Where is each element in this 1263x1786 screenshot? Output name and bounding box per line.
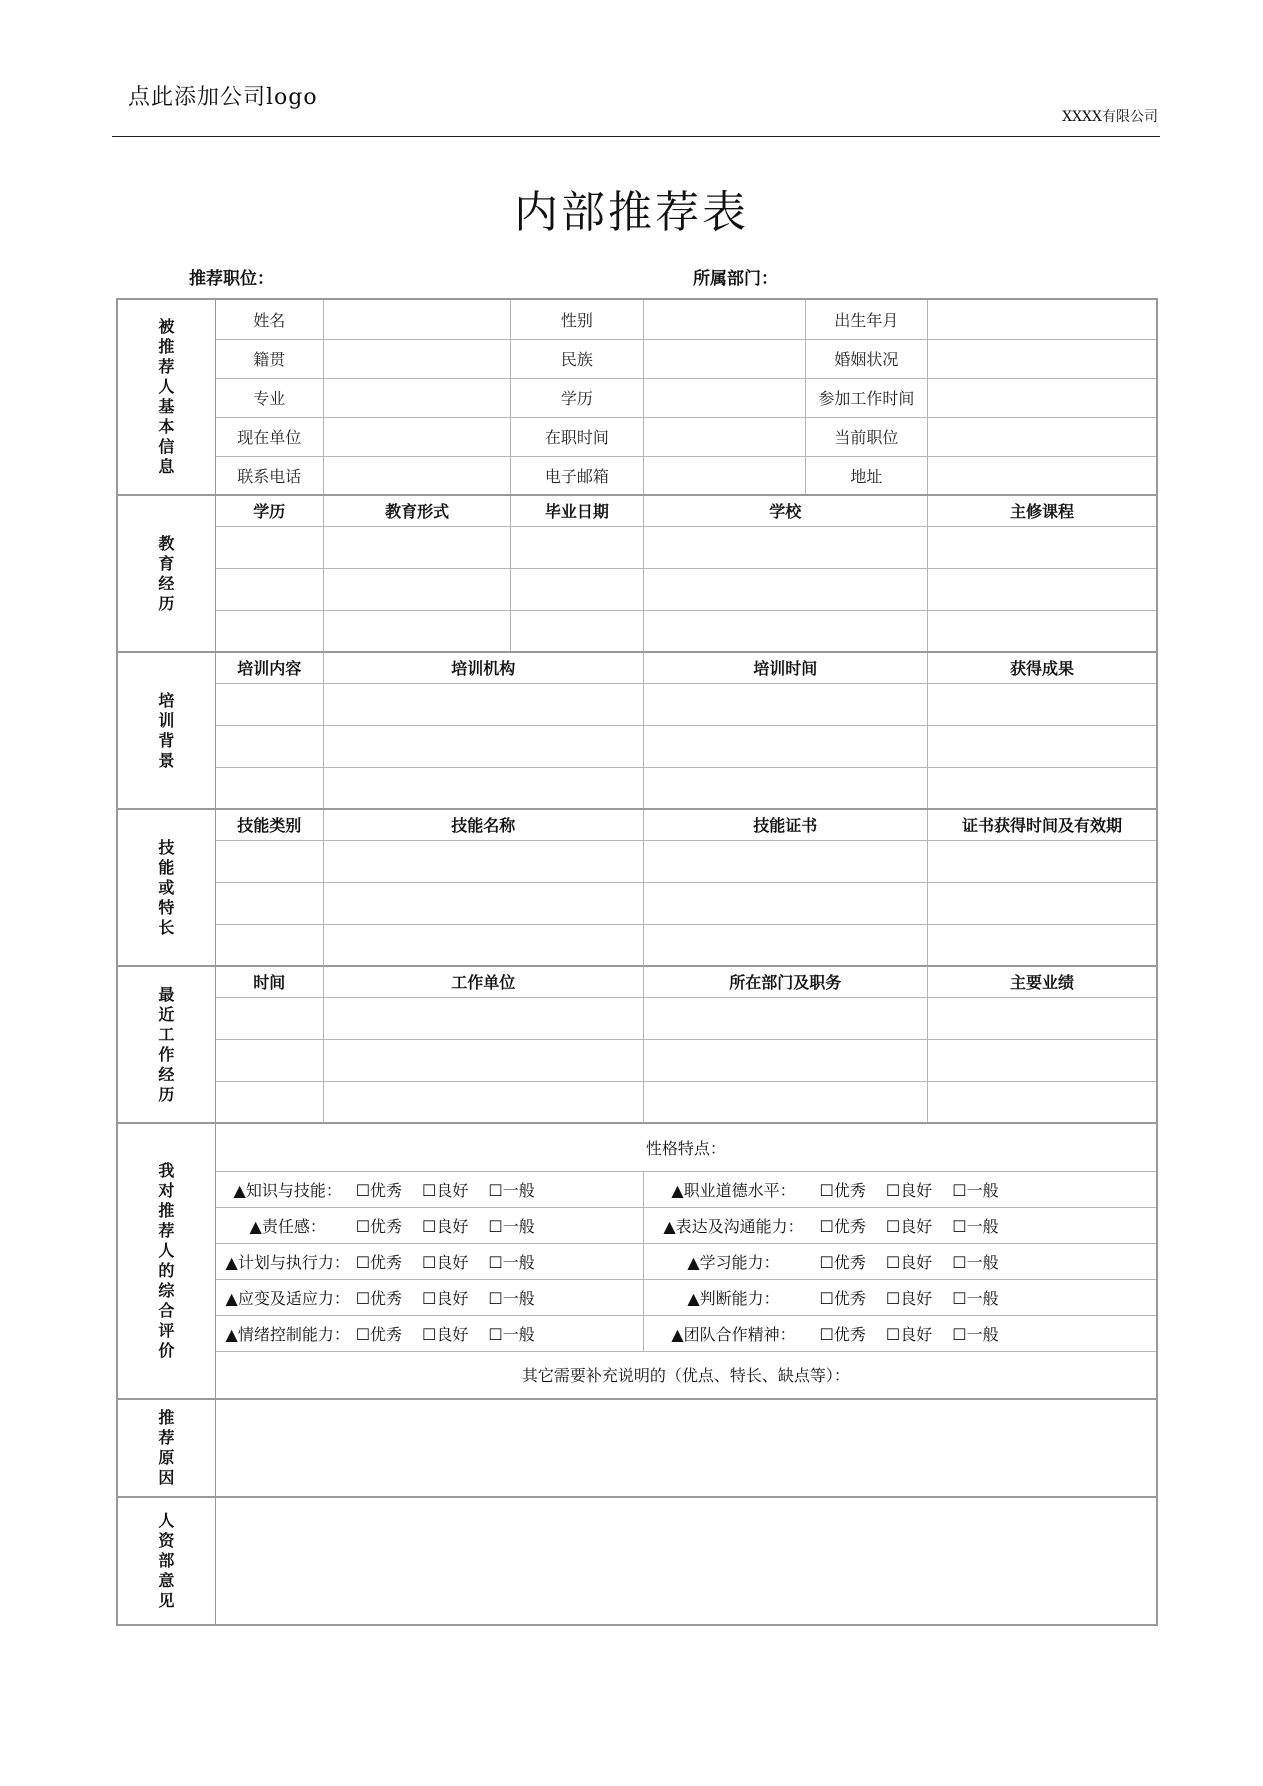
work-header-row <box>117 966 1157 997</box>
evaluation-cell <box>643 1279 1157 1315</box>
column-header: 技能类别 <box>215 809 323 840</box>
evaluation-cell <box>643 1207 1157 1243</box>
gender-input[interactable] <box>643 299 805 339</box>
excellent-checkbox[interactable]: ☐优秀 <box>355 1324 403 1344</box>
table-cell[interactable] <box>323 526 510 568</box>
skills-header-row <box>117 809 1157 840</box>
column-header: 学历 <box>215 495 323 526</box>
excellent-checkbox[interactable]: ☐优秀 <box>819 1252 866 1272</box>
table-cell[interactable] <box>215 767 323 809</box>
table-cell[interactable] <box>215 725 323 767</box>
column-header: 证书获得时间及有效期 <box>928 809 1157 840</box>
table-cell[interactable] <box>511 526 643 568</box>
evaluation-criterion: ▲团队合作精神： <box>671 1324 796 1344</box>
good-checkbox[interactable]: ☐良好 <box>885 1288 933 1308</box>
field-label: 现在单位 <box>215 417 323 456</box>
table-cell[interactable] <box>323 924 643 966</box>
table-row <box>117 610 1157 652</box>
average-checkbox[interactable]: ☐一般 <box>952 1216 999 1236</box>
table-cell[interactable] <box>643 568 928 610</box>
column-header: 技能名称 <box>323 809 643 840</box>
table-cell[interactable] <box>323 1081 643 1123</box>
ethnicity-input[interactable] <box>643 339 805 378</box>
training-header-row <box>117 652 1157 683</box>
personality-row <box>117 1123 1157 1171</box>
logo-placeholder[interactable]: 点此添加公司logo <box>128 85 318 110</box>
excellent-checkbox[interactable]: ☐优秀 <box>355 1180 403 1200</box>
hr-opinion-input[interactable] <box>215 1497 1157 1625</box>
table-cell[interactable] <box>928 1039 1157 1081</box>
excellent-checkbox[interactable]: ☐优秀 <box>819 1288 866 1308</box>
hr-opinion-row <box>117 1497 1157 1625</box>
evaluation-row <box>117 1243 1157 1279</box>
education-header-row <box>117 495 1157 526</box>
table-cell[interactable] <box>215 526 323 568</box>
table-row <box>117 840 1157 882</box>
evaluation-cell <box>215 1279 643 1315</box>
birth-date-input[interactable] <box>928 299 1157 339</box>
evaluation-row <box>117 1207 1157 1243</box>
tenure-input[interactable] <box>643 417 805 456</box>
field-label: 籍贯 <box>215 339 323 378</box>
basic-info-row <box>117 417 1157 456</box>
table-cell[interactable] <box>323 568 510 610</box>
table-cell[interactable] <box>928 526 1157 568</box>
average-checkbox[interactable]: ☐一般 <box>488 1288 535 1308</box>
table-cell[interactable] <box>928 924 1157 966</box>
field-label: 婚姻状况 <box>805 339 927 378</box>
table-cell[interactable] <box>643 997 928 1039</box>
field-label: 当前职位 <box>805 417 927 456</box>
field-label: 性别 <box>511 299 643 339</box>
table-cell[interactable] <box>928 767 1157 809</box>
field-label: 民族 <box>511 339 643 378</box>
additional-notes-field[interactable] <box>215 1351 1157 1399</box>
table-row <box>117 1039 1157 1081</box>
work-start-date-input[interactable] <box>928 378 1157 417</box>
table-row <box>117 683 1157 725</box>
table-cell[interactable] <box>643 840 928 882</box>
table-cell[interactable] <box>323 610 510 652</box>
phone-input[interactable] <box>323 456 510 495</box>
table-cell[interactable] <box>928 725 1157 767</box>
evaluation-criterion: ▲知识与技能： <box>233 1180 342 1200</box>
table-cell[interactable] <box>643 610 928 652</box>
skills-section-label: 技能或特长 <box>117 809 215 966</box>
average-checkbox[interactable]: ☐一般 <box>488 1252 535 1272</box>
department-label: 所属部门： <box>693 269 778 289</box>
table-row <box>117 526 1157 568</box>
column-header: 学校 <box>643 495 928 526</box>
excellent-checkbox[interactable]: ☐优秀 <box>819 1216 866 1236</box>
table-cell[interactable] <box>215 610 323 652</box>
table-cell[interactable] <box>323 882 643 924</box>
native-place-input[interactable] <box>323 339 510 378</box>
evaluation-criterion: ▲表达及沟通能力： <box>663 1216 804 1236</box>
column-header: 所在部门及职务 <box>643 966 928 997</box>
name-input[interactable] <box>323 299 510 339</box>
marital-status-input[interactable] <box>928 339 1157 378</box>
field-label: 联系电话 <box>215 456 323 495</box>
table-row <box>117 568 1157 610</box>
additional-notes-label: 其它需要补充说明的（优点、特长、缺点等）： <box>521 1366 850 1386</box>
education-level-input[interactable] <box>643 378 805 417</box>
work-section-label: 最近工作经历 <box>117 966 215 1123</box>
table-row <box>117 997 1157 1039</box>
evaluation-row <box>117 1315 1157 1351</box>
table-cell[interactable] <box>323 725 643 767</box>
field-label: 参加工作时间 <box>805 378 927 417</box>
average-checkbox[interactable]: ☐一般 <box>488 1324 535 1344</box>
basic-info-row <box>117 339 1157 378</box>
average-checkbox[interactable]: ☐一般 <box>488 1180 535 1200</box>
table-cell[interactable] <box>928 840 1157 882</box>
table-cell[interactable] <box>215 924 323 966</box>
position-label: 推荐职位： <box>189 269 274 289</box>
evaluation-row <box>117 1171 1157 1207</box>
education-section-label: 教育经历 <box>117 495 215 652</box>
column-header: 培训内容 <box>215 652 323 683</box>
average-checkbox[interactable]: ☐一般 <box>952 1252 999 1272</box>
company-name: XXXX有限公司 <box>1062 109 1158 125</box>
column-header: 主修课程 <box>928 495 1157 526</box>
table-cell[interactable] <box>323 997 643 1039</box>
evaluation-criterion: ▲计划与执行力： <box>225 1252 350 1272</box>
column-header: 技能证书 <box>643 809 928 840</box>
evaluation-cell <box>215 1243 643 1279</box>
header-divider <box>112 136 1160 137</box>
table-cell[interactable] <box>643 924 928 966</box>
field-label: 在职时间 <box>511 417 643 456</box>
additional-notes-row <box>117 1351 1157 1399</box>
column-header: 获得成果 <box>928 652 1157 683</box>
column-header: 主要业绩 <box>928 966 1157 997</box>
good-checkbox[interactable]: ☐良好 <box>885 1180 933 1200</box>
average-checkbox[interactable]: ☐一般 <box>488 1216 535 1236</box>
evaluation-cell <box>643 1171 1157 1207</box>
table-cell[interactable] <box>215 1039 323 1081</box>
current-position-input[interactable] <box>928 417 1157 456</box>
evaluation-cell <box>643 1243 1157 1279</box>
table-cell[interactable] <box>215 1081 323 1123</box>
training-section-label: 培训背景 <box>117 652 215 809</box>
evaluation-section-label: 我对推荐人的综合评价 <box>117 1123 215 1399</box>
column-header: 培训机构 <box>323 652 643 683</box>
major-input[interactable] <box>323 378 510 417</box>
table-cell[interactable] <box>323 1039 643 1081</box>
table-row <box>117 882 1157 924</box>
excellent-checkbox[interactable]: ☐优秀 <box>355 1252 403 1272</box>
column-header: 工作单位 <box>323 966 643 997</box>
basic-info-row <box>117 456 1157 495</box>
table-row <box>117 1081 1157 1123</box>
table-cell[interactable] <box>215 882 323 924</box>
reason-row <box>117 1399 1157 1497</box>
good-checkbox[interactable]: ☐良好 <box>422 1216 469 1236</box>
field-label: 姓名 <box>215 299 323 339</box>
table-cell[interactable] <box>511 610 643 652</box>
personality-field[interactable] <box>215 1123 1157 1171</box>
average-checkbox[interactable]: ☐一般 <box>952 1288 999 1308</box>
email-input[interactable] <box>643 456 805 495</box>
excellent-checkbox[interactable]: ☐优秀 <box>819 1324 866 1344</box>
current-employer-input[interactable] <box>323 417 510 456</box>
good-checkbox[interactable]: ☐良好 <box>885 1252 933 1272</box>
table-cell[interactable] <box>215 997 323 1039</box>
evaluation-criterion: ▲责任感： <box>249 1216 326 1236</box>
excellent-checkbox[interactable]: ☐优秀 <box>819 1180 866 1200</box>
referral-form-table <box>116 298 1158 1626</box>
table-cell[interactable] <box>323 767 643 809</box>
table-cell[interactable] <box>643 1039 928 1081</box>
table-cell[interactable] <box>323 683 643 725</box>
table-row <box>117 767 1157 809</box>
column-header: 培训时间 <box>643 652 928 683</box>
reason-section-label: 推荐原因 <box>117 1399 215 1497</box>
good-checkbox[interactable]: ☐良好 <box>885 1216 933 1236</box>
good-checkbox[interactable]: ☐良好 <box>885 1324 933 1344</box>
table-row <box>117 725 1157 767</box>
field-label: 学历 <box>511 378 643 417</box>
table-cell[interactable] <box>215 683 323 725</box>
excellent-checkbox[interactable]: ☐优秀 <box>355 1216 403 1236</box>
column-header: 时间 <box>215 966 323 997</box>
table-row <box>117 924 1157 966</box>
field-label: 电子邮箱 <box>511 456 643 495</box>
average-checkbox[interactable]: ☐一般 <box>952 1180 999 1200</box>
form-title: 内部推荐表 <box>514 187 749 238</box>
field-label: 专业 <box>215 378 323 417</box>
evaluation-criterion: ▲职业道德水平： <box>671 1180 796 1200</box>
excellent-checkbox[interactable]: ☐优秀 <box>355 1288 403 1308</box>
table-cell[interactable] <box>643 683 928 725</box>
good-checkbox[interactable]: ☐良好 <box>422 1288 469 1308</box>
table-cell[interactable] <box>215 840 323 882</box>
basic-info-row <box>117 378 1157 417</box>
evaluation-row <box>117 1279 1157 1315</box>
evaluation-criterion: ▲情绪控制能力： <box>225 1324 350 1344</box>
table-cell[interactable] <box>643 1081 928 1123</box>
column-header: 毕业日期 <box>511 495 643 526</box>
evaluation-cell <box>643 1315 1157 1351</box>
field-label: 地址 <box>805 456 927 495</box>
table-cell[interactable] <box>643 767 928 809</box>
evaluation-criterion: ▲学习能力： <box>687 1252 780 1272</box>
evaluation-criterion: ▲应变及适应力： <box>225 1288 350 1308</box>
address-input[interactable] <box>928 456 1157 495</box>
evaluation-cell <box>215 1207 643 1243</box>
average-checkbox[interactable]: ☐一般 <box>952 1324 999 1344</box>
field-label: 出生年月 <box>805 299 927 339</box>
good-checkbox[interactable]: ☐良好 <box>422 1324 469 1344</box>
table-cell[interactable] <box>928 568 1157 610</box>
table-cell[interactable] <box>643 526 928 568</box>
table-cell[interactable] <box>928 683 1157 725</box>
table-cell[interactable] <box>928 997 1157 1039</box>
evaluation-criterion: ▲判断能力： <box>687 1288 780 1308</box>
basic-info-section-label: 被推荐人基本信息 <box>117 299 215 495</box>
table-cell[interactable] <box>511 568 643 610</box>
column-header: 教育形式 <box>323 495 510 526</box>
table-cell[interactable] <box>643 725 928 767</box>
table-cell[interactable] <box>323 840 643 882</box>
table-cell[interactable] <box>928 610 1157 652</box>
table-cell[interactable] <box>928 882 1157 924</box>
basic-info-row <box>117 299 1157 339</box>
good-checkbox[interactable]: ☐良好 <box>422 1180 469 1200</box>
good-checkbox[interactable]: ☐良好 <box>422 1252 469 1272</box>
table-cell[interactable] <box>643 882 928 924</box>
reason-input[interactable] <box>215 1399 1157 1497</box>
evaluation-cell <box>215 1315 643 1351</box>
evaluation-cell <box>215 1171 643 1207</box>
table-cell[interactable] <box>928 1081 1157 1123</box>
hr-section-label: 人资部意见 <box>117 1497 215 1625</box>
personality-label: 性格特点： <box>645 1138 726 1158</box>
table-cell[interactable] <box>215 568 323 610</box>
